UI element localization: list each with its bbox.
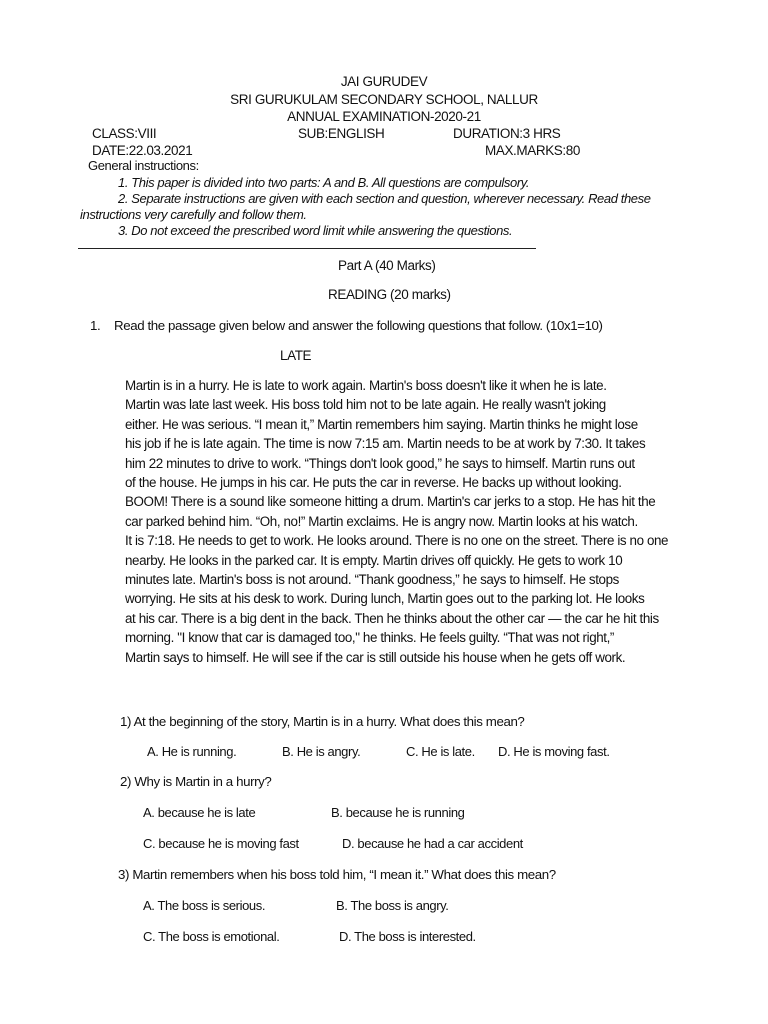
option-b[interactable]: B. The boss is angry. [336,898,449,913]
subject-label: SUB:ENGLISH [298,126,385,141]
passage-line: car parked behind him. “Oh, no!” Martin exclaims. He is angry now. Martin looks at his watch. [125,513,638,529]
option-a[interactable]: A. The boss is serious. [143,898,266,913]
instruction-2a: 2. Separate instructions are given with each section and question, wherever necessary. Read these [118,191,651,206]
max-marks-label: MAX.MARKS:80 [485,143,580,158]
option-c[interactable]: C. because he is moving fast [143,836,299,851]
instruction-2b: instructions very carefully and follow them. [80,207,307,222]
school-name: SRI GURUKULAM SECONDARY SCHOOL, NALLUR [230,92,538,107]
passage-title: LATE [280,348,312,363]
passage-line: him 22 minutes to drive to work. “Things don't look good,” he says to himself. Martin runs out [125,455,635,471]
class-label: CLASS:VIII [92,126,157,141]
instructions-title: General instructions: [88,158,199,173]
passage-line: at his car. There is a big dent in the back. Then he thinks about the other car — the car he hit this [125,610,659,626]
header-line-1: JAI GURUDEV [340,74,428,89]
passage-line: Martin was late last week. His boss told him not to be late again. He really wasn't joking [125,397,606,413]
passage-line: BOOM! There is a sound like someone hitting a drum. Martin's car jerks to a stop. He has hit the [125,494,656,510]
divider-line [78,248,536,249]
option-d[interactable]: D. because he had a car accident [342,836,523,851]
question-text: 2) Why is Martin in a hurry? [120,774,272,789]
duration-label: DURATION:3 HRS [453,126,561,141]
part-a-heading: Part A (40 Marks) [338,258,436,273]
passage-line: Martin says to himself. He will see if the car is still outside his house when he gets off work. [125,649,626,665]
passage-line: either. He was serious. “I mean it,” Martin remembers him saying. Martin thinks he might lose [125,416,638,432]
option-b[interactable]: B. because he is running [331,805,465,820]
passage-line: morning. "I know that car is damaged too," he thinks. He feels guilty. “That was not right,” [125,630,614,646]
option-b[interactable]: B. He is angry. [282,744,361,759]
passage-line: nearby. He looks in the parked car. It is empty. Martin drives off quickly. He gets to work 10 [125,552,623,568]
question-text: 1) At the beginning of the story, Martin is in a hurry. What does this mean? [120,714,525,729]
question-1-number: 1. [90,318,101,333]
instruction-1: 1. This paper is divided into two parts: A and B. All questions are compulsory. [118,175,530,190]
option-c[interactable]: C. The boss is emotional. [143,929,280,944]
date-label: DATE:22.03.2021 [92,143,193,158]
option-a[interactable]: A. He is running. [147,744,237,759]
question-1-text: Read the passage given below and answer the following questions that follow. (10x1=10) [114,318,603,333]
option-c[interactable]: C. He is late. [406,744,475,759]
passage-line: Martin is in a hurry. He is late to work again. Martin's boss doesn't like it when he is late. [125,378,607,393]
option-a[interactable]: A. because he is late [143,805,256,820]
passage-line: his job if he is late again. The time is now 7:15 am. Martin needs to be at work by 7:30. It takes [125,436,646,452]
reading-heading: READING (20 marks) [328,287,451,302]
option-d[interactable]: D. The boss is interested. [339,929,476,944]
option-d[interactable]: D. He is moving fast. [498,744,610,759]
passage-line: It is 7:18. He needs to get to work. He looks around. There is no one on the street. There is no one [125,533,669,549]
instruction-3: 3. Do not exceed the prescribed word limit while answering the questions. [118,223,513,238]
question-text: 3) Martin remembers when his boss told him, “I mean it.” What does this mean? [118,867,556,882]
passage-body [125,376,710,667]
passage-line: of the house. He jumps in his car. He puts the car in reverse. He backs up without looking. [125,475,622,491]
passage-line: minutes late. Martin's boss is not around. “Thank goodness,” he says to himself. He stops [125,572,619,588]
passage-line: worrying. He sits at his desk to work. During lunch, Martin goes out to the parking lot. He looks [125,591,645,607]
exam-title: ANNUAL EXAMINATION-2020-21 [287,109,481,124]
